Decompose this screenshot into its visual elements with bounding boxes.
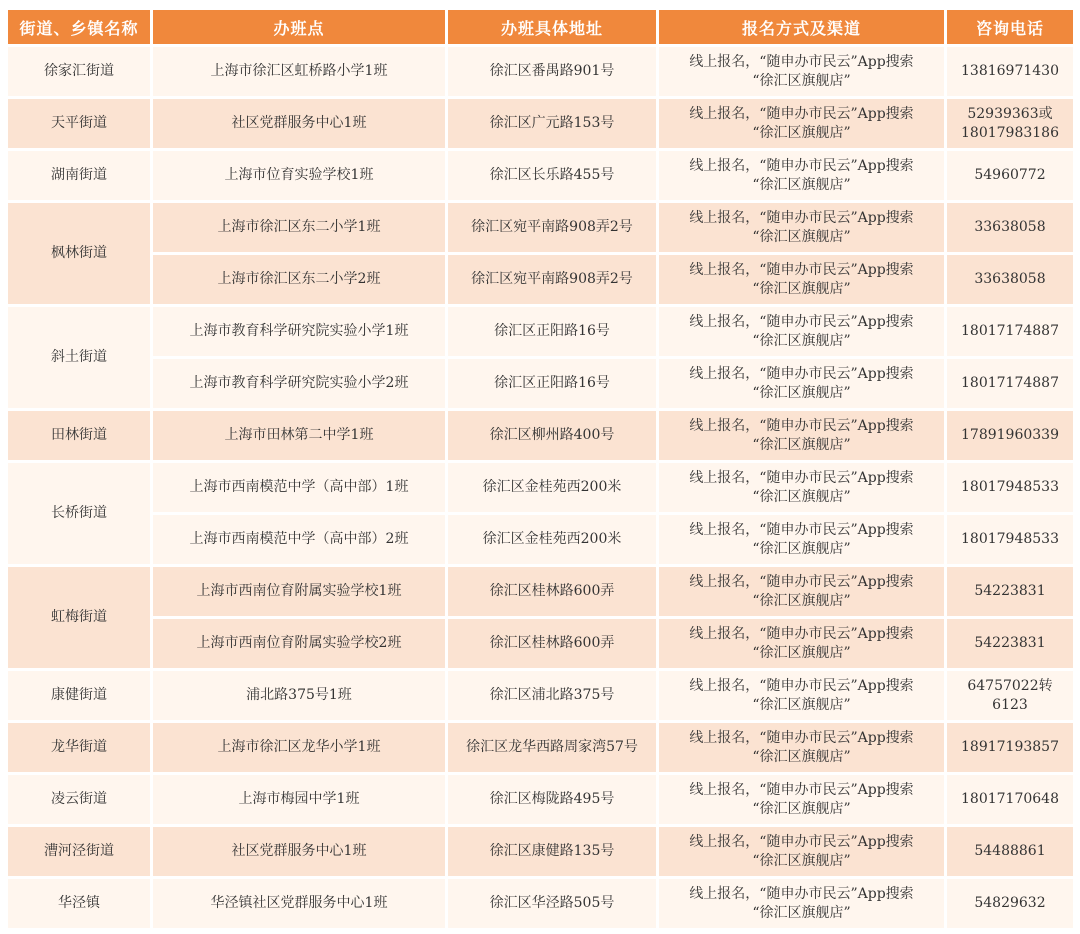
district-cell: 枫林街道 [8, 203, 150, 304]
site-cell: 上海市西南位育附属实验学校1班 [153, 567, 445, 616]
method-line-2: “徐汇区旗舰店” [752, 384, 851, 401]
phone-cell [947, 99, 1073, 148]
method-line-2: “徐汇区旗舰店” [752, 228, 851, 245]
table-row [8, 671, 1073, 720]
method-cell [659, 723, 944, 772]
method-line-1: 线上报名，“随申办市民云”App搜索 [689, 365, 914, 382]
table-row [8, 99, 1073, 148]
method-line-2: “徐汇区旗舰店” [752, 748, 851, 765]
phone-cell [947, 47, 1073, 96]
phone-cell [947, 723, 1073, 772]
site-cell: 上海市西南模范中学（高中部）2班 [153, 515, 445, 564]
address-cell: 徐汇区番禺路901号 [448, 47, 656, 96]
table-row [8, 47, 1073, 96]
district-cell: 田林街道 [8, 411, 150, 460]
header-method: 报名方式及渠道 [659, 10, 944, 44]
site-cell: 上海市教育科学研究院实验小学1班 [153, 307, 445, 356]
table-body [8, 47, 1073, 928]
address-cell: 徐汇区浦北路375号 [448, 671, 656, 720]
method-cell [659, 515, 944, 564]
district-cell: 龙华街道 [8, 723, 150, 772]
method-cell [659, 671, 944, 720]
method-cell [659, 359, 944, 408]
site-cell: 上海市位育实验学校1班 [153, 151, 445, 200]
phone-line: 18017170648 [961, 791, 1059, 807]
site-cell: 华泾镇社区党群服务中心1班 [153, 879, 445, 928]
method-line-2: “徐汇区旗舰店” [752, 852, 851, 869]
method-cell [659, 307, 944, 356]
method-line-1: 线上报名，“随申办市民云”App搜索 [689, 521, 914, 538]
phone-cell [947, 619, 1073, 668]
address-cell: 徐汇区正阳路16号 [448, 307, 656, 356]
phone-cell [947, 255, 1073, 304]
method-cell [659, 463, 944, 512]
method-cell [659, 99, 944, 148]
method-line-1: 线上报名，“随申办市民云”App搜索 [689, 573, 914, 590]
method-line-1: 线上报名，“随申办市民云”App搜索 [689, 729, 914, 746]
method-line-2: “徐汇区旗舰店” [752, 592, 851, 609]
method-line-1: 线上报名，“随申办市民云”App搜索 [689, 625, 914, 642]
phone-line: 17891960339 [961, 427, 1059, 443]
phone-cell [947, 827, 1073, 876]
district-cell: 漕河泾街道 [8, 827, 150, 876]
phone-cell [947, 671, 1073, 720]
table-row [8, 723, 1073, 772]
phone-line: 18017983186 [961, 124, 1059, 141]
method-cell [659, 411, 944, 460]
site-cell: 上海市徐汇区虹桥路小学1班 [153, 47, 445, 96]
phone-line: 33638058 [974, 219, 1046, 235]
site-cell: 社区党群服务中心1班 [153, 99, 445, 148]
district-cell: 天平街道 [8, 99, 150, 148]
method-line-1: 线上报名，“随申办市民云”App搜索 [689, 885, 914, 902]
table-row [8, 203, 1073, 252]
method-line-2: “徐汇区旗舰店” [752, 280, 851, 297]
method-line-2: “徐汇区旗舰店” [752, 124, 851, 141]
site-cell: 上海市徐汇区东二小学2班 [153, 255, 445, 304]
table-row [8, 879, 1073, 928]
phone-cell [947, 515, 1073, 564]
address-cell: 徐汇区桂林路600弄 [448, 619, 656, 668]
table-row [8, 151, 1073, 200]
method-cell [659, 203, 944, 252]
header-phone: 咨询电话 [947, 10, 1073, 44]
header-district: 街道、乡镇名称 [8, 10, 150, 44]
method-cell [659, 255, 944, 304]
table-row [8, 515, 1073, 564]
district-cell: 斜土街道 [8, 307, 150, 408]
method-cell [659, 47, 944, 96]
table-row [8, 463, 1073, 512]
site-cell: 上海市教育科学研究院实验小学2班 [153, 359, 445, 408]
phone-line: 18017174887 [961, 323, 1059, 339]
address-cell: 徐汇区长乐路455号 [448, 151, 656, 200]
address-cell: 徐汇区金桂苑西200米 [448, 463, 656, 512]
table-row [8, 775, 1073, 824]
method-cell [659, 619, 944, 668]
phone-cell [947, 567, 1073, 616]
district-cell: 虹梅街道 [8, 567, 150, 668]
method-line-2: “徐汇区旗舰店” [752, 800, 851, 817]
site-cell: 社区党群服务中心1班 [153, 827, 445, 876]
district-cell: 康健街道 [8, 671, 150, 720]
method-line-1: 线上报名，“随申办市民云”App搜索 [689, 157, 914, 174]
address-cell: 徐汇区华泾路505号 [448, 879, 656, 928]
address-cell: 徐汇区桂林路600弄 [448, 567, 656, 616]
method-line-2: “徐汇区旗舰店” [752, 904, 851, 921]
table-row [8, 359, 1073, 408]
address-cell: 徐汇区柳州路400号 [448, 411, 656, 460]
district-cell: 湖南街道 [8, 151, 150, 200]
method-line-1: 线上报名，“随申办市民云”App搜索 [689, 313, 914, 330]
method-line-2: “徐汇区旗舰店” [752, 696, 851, 713]
address-cell: 徐汇区广元路153号 [448, 99, 656, 148]
phone-line: 54488861 [974, 843, 1046, 859]
site-cell: 上海市西南模范中学（高中部）1班 [153, 463, 445, 512]
phone-cell [947, 359, 1073, 408]
method-cell [659, 151, 944, 200]
method-line-1: 线上报名，“随申办市民云”App搜索 [689, 781, 914, 798]
method-line-1: 线上报名，“随申办市民云”App搜索 [689, 417, 914, 434]
site-cell: 上海市徐汇区东二小学1班 [153, 203, 445, 252]
address-cell: 徐汇区康健路135号 [448, 827, 656, 876]
phone-line: 18917193857 [961, 739, 1059, 755]
schedule-table [5, 7, 1076, 931]
phone-cell [947, 203, 1073, 252]
address-cell: 徐汇区金桂苑西200米 [448, 515, 656, 564]
method-line-1: 线上报名，“随申办市民云”App搜索 [689, 209, 914, 226]
phone-line: 18017948533 [961, 531, 1059, 547]
header-address: 办班具体地址 [448, 10, 656, 44]
phone-line: 64757022转 [967, 677, 1053, 694]
district-cell: 长桥街道 [8, 463, 150, 564]
table-row [8, 567, 1073, 616]
phone-cell [947, 411, 1073, 460]
table-header-row [8, 10, 1073, 44]
address-cell: 徐汇区梅陇路495号 [448, 775, 656, 824]
district-cell: 华泾镇 [8, 879, 150, 928]
method-line-1: 线上报名，“随申办市民云”App搜索 [689, 261, 914, 278]
table-row [8, 619, 1073, 668]
method-line-2: “徐汇区旗舰店” [752, 488, 851, 505]
method-line-1: 线上报名，“随申办市民云”App搜索 [689, 833, 914, 850]
phone-line: 54223831 [974, 635, 1046, 651]
phone-line: 54223831 [974, 583, 1046, 599]
phone-line: 54829632 [974, 895, 1046, 911]
address-cell: 徐汇区正阳路16号 [448, 359, 656, 408]
table-row [8, 307, 1073, 356]
address-cell: 徐汇区宛平南路908弄2号 [448, 203, 656, 252]
method-line-1: 线上报名，“随申办市民云”App搜索 [689, 677, 914, 694]
district-cell: 凌云街道 [8, 775, 150, 824]
method-cell [659, 567, 944, 616]
phone-cell [947, 151, 1073, 200]
method-cell [659, 775, 944, 824]
method-cell [659, 879, 944, 928]
site-cell: 浦北路375号1班 [153, 671, 445, 720]
site-cell: 上海市田林第二中学1班 [153, 411, 445, 460]
site-cell: 上海市西南位育附属实验学校2班 [153, 619, 445, 668]
address-cell: 徐汇区宛平南路908弄2号 [448, 255, 656, 304]
method-line-1: 线上报名，“随申办市民云”App搜索 [689, 105, 914, 122]
method-line-1: 线上报名，“随申办市民云”App搜索 [689, 469, 914, 486]
phone-line: 13816971430 [961, 63, 1059, 79]
header-site: 办班点 [153, 10, 445, 44]
phone-cell [947, 307, 1073, 356]
phone-cell [947, 879, 1073, 928]
district-cell: 徐家汇街道 [8, 47, 150, 96]
phone-line: 52939363或 [967, 105, 1053, 122]
phone-line: 33638058 [974, 271, 1046, 287]
method-line-2: “徐汇区旗舰店” [752, 332, 851, 349]
phone-line: 54960772 [974, 167, 1046, 183]
method-line-2: “徐汇区旗舰店” [752, 644, 851, 661]
address-cell: 徐汇区龙华西路周家湾57号 [448, 723, 656, 772]
method-line-2: “徐汇区旗舰店” [752, 176, 851, 193]
phone-line: 18017948533 [961, 479, 1059, 495]
method-line-2: “徐汇区旗舰店” [752, 436, 851, 453]
method-line-2: “徐汇区旗舰店” [752, 540, 851, 557]
phone-cell [947, 463, 1073, 512]
phone-cell [947, 775, 1073, 824]
table-row [8, 255, 1073, 304]
site-cell: 上海市徐汇区龙华小学1班 [153, 723, 445, 772]
table-row [8, 411, 1073, 460]
phone-line: 18017174887 [961, 375, 1059, 391]
method-line-1: 线上报名，“随申办市民云”App搜索 [689, 53, 914, 70]
method-line-2: “徐汇区旗舰店” [752, 72, 851, 89]
site-cell: 上海市梅园中学1班 [153, 775, 445, 824]
phone-line: 6123 [992, 696, 1028, 713]
table-row [8, 827, 1073, 876]
method-cell [659, 827, 944, 876]
